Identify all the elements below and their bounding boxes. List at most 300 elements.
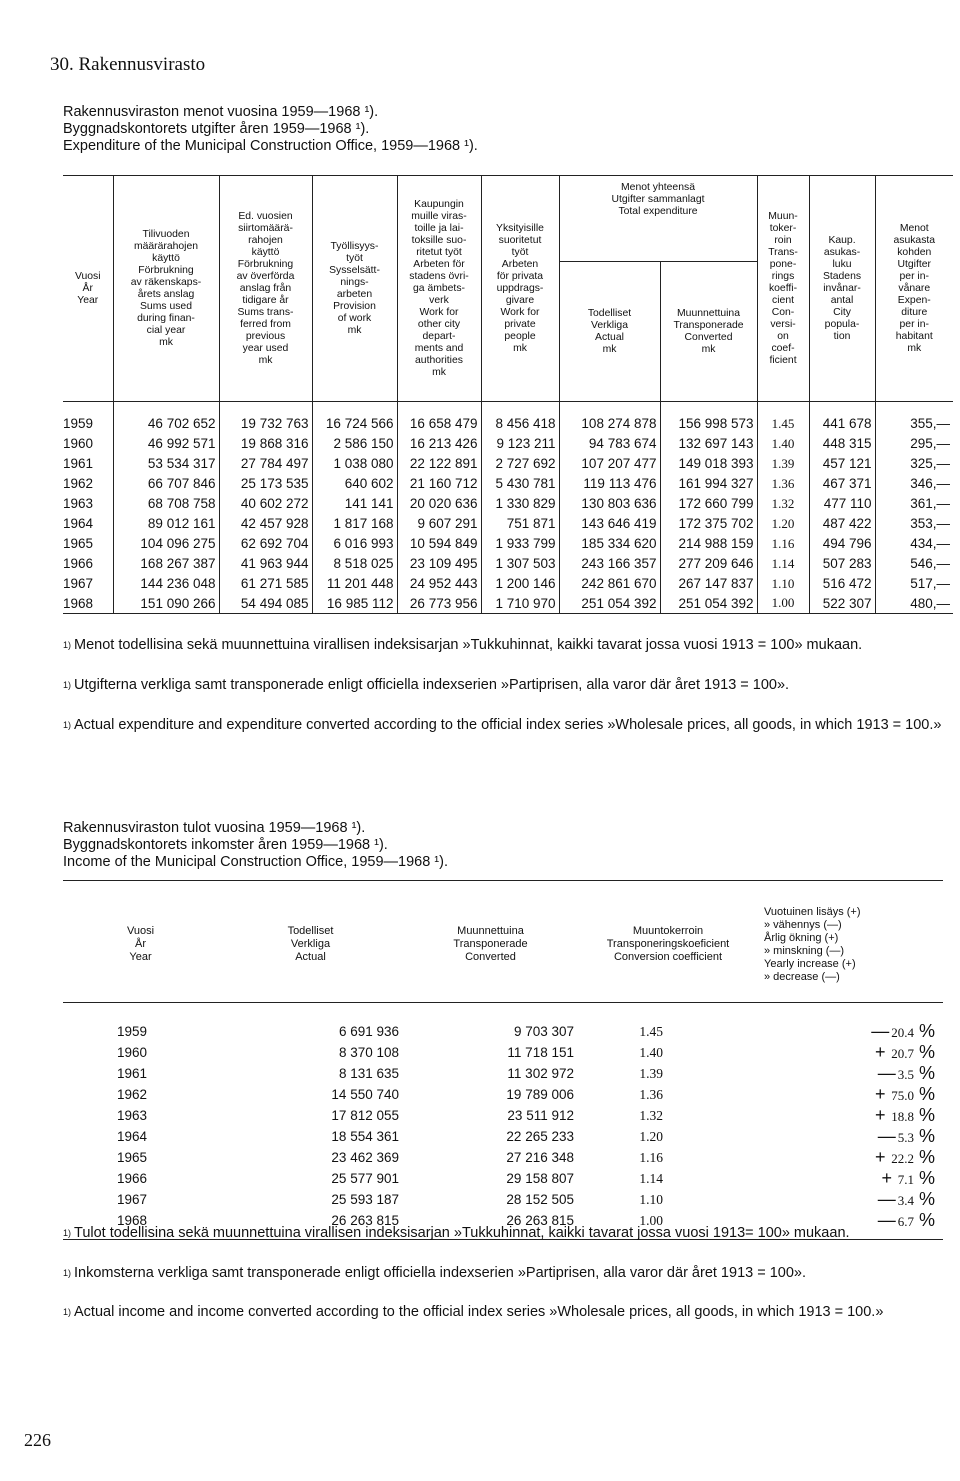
header-line: kohden [897,246,932,258]
cell-coef: 1.20 [639,1128,663,1144]
header-line: määrärahojen [133,240,199,252]
cell-city: 26 773 956 [397,594,481,614]
change-value: 7.1 [897,1172,914,1187]
header-line: Muunnettuina [457,925,524,937]
change-value: 6.7 [897,1214,914,1229]
cell-coef: 1.45 [757,402,809,434]
cell-coef: 1.45 [639,1023,663,1039]
footnote-text: Utgifterna verkliga samt transponerade enligt officiella indexserien »Partiprisen, alla varor där året 1913 = 100». [74,677,790,693]
header-line: Transponeringskoeficient [606,938,730,950]
cell-coef: 1.39 [757,454,809,474]
header-line: mk [258,354,273,366]
table-row [63,434,953,454]
change-sign: — [877,1189,896,1209]
table-row [63,1084,943,1105]
header-line: mk [432,366,446,378]
footnote-text: Inkomsterna verkliga samt transponerade enligt officiella indexserien »Partiprisen, alla varor där året 1913 = 100». [74,1265,807,1281]
cell-transferred: 25 173 535 [219,474,312,494]
percent-sign: % [918,1021,935,1041]
header-line: Work for [419,306,459,318]
page-header: 30. Rakennusvirasto [50,54,206,75]
cell-converted: 267 147 837 [660,574,757,594]
header-line: toksille suo- [411,234,467,246]
header-line: asukasta [893,234,936,246]
cell-private: 751 871 [481,514,559,534]
cell-converted: 277 209 646 [660,554,757,574]
cell-population: 487 422 [809,514,875,534]
cell-employment: 6 016 993 [312,534,397,554]
header-city-departments [397,176,481,402]
cell-private: 2 727 692 [481,454,559,474]
header-line: Menot yhteensä [621,182,695,193]
cell-year: 1968 [63,594,113,614]
cell-actual: 251 054 392 [559,594,660,614]
header-line: käyttö [152,252,180,264]
header-line: Förbrukning [138,264,194,276]
cell-year: 1965 [63,536,94,551]
footnote-text: Actual income and income converted according to the official index series »Wholesale prices, all goods, in which 1913 = 100.» [74,1304,884,1320]
header-line: Transponerade [453,938,528,950]
cell-coef: 1.00 [578,1210,758,1240]
cell-converted: 132 697 143 [660,434,757,454]
header-line: cient [772,294,794,306]
header-line: Arbeten [501,258,539,270]
table-row [63,1168,943,1189]
header-line: givare [505,294,535,306]
cell-year: 1965 [117,1150,148,1165]
header-line: Actual [295,951,326,963]
footnote-text: Actual expenditure and expenditure converted according to the official index series »Wholesale prices, all goods, in which 1913 = 100.» [74,717,942,733]
cell-transferred: 54 494 085 [219,594,312,614]
income-header-coefficient [578,881,758,1003]
cell-converted: 9 703 307 [513,1024,574,1039]
cell-actual: 18 554 361 [331,1129,399,1144]
header-line: mk [602,343,617,355]
header-line: Todelliset [587,307,632,319]
cell-converted: 149 018 393 [660,454,757,474]
cell-per-inhabitant: 480,— [875,594,953,614]
cell-coef: 1.32 [757,494,809,514]
income-header-actual [218,881,403,1003]
cell-converted: 156 998 573 [660,402,757,434]
expenditure-title-en: Expenditure of the Municipal Construction Office, 1959—1968 ¹). [63,138,478,154]
header-line: year used [242,342,289,354]
cell-budget: 53 534 317 [113,454,219,474]
header-line: private [504,318,536,330]
cell-employment: 11 201 448 [312,574,397,594]
header-line: årets anslag [137,288,195,300]
expenditure-title-sv: Byggnadskontorets utgifter åren 1959—1968 ¹). [63,121,370,137]
income-title-fi: Rakennusviraston tulot vuosina 1959—1968 ¹). [63,820,366,836]
cell-city: 16 658 479 [397,402,481,434]
income-header-year [63,881,218,1003]
table-row [63,1042,943,1063]
header-line: people [504,330,536,342]
header-line: roin [774,234,792,246]
expenditure-title [63,104,478,155]
header-line: Sums used [140,300,192,312]
cell-year: 1964 [63,516,94,531]
header-coefficient [757,176,809,402]
header-line: Year [129,951,152,963]
header-line: Vuotuinen lisäys (+) [764,905,861,918]
cell-private: 8 456 418 [481,402,559,434]
header-line: » minskning (—) [764,944,845,957]
cell-year: 1963 [63,496,94,511]
table-row [63,1147,943,1168]
header-line: invånar- [823,282,861,294]
header-line: Utgifter [897,258,932,270]
change-value: 18.8 [891,1109,914,1124]
cell-converted: 27 216 348 [506,1150,574,1165]
header-line: Menot [899,222,929,234]
percent-sign: % [918,1063,935,1083]
cell-year: 1967 [63,576,94,591]
change-value: 75.0 [891,1088,914,1103]
cell-actual: 23 462 369 [331,1150,399,1165]
cell-actual: 25 593 187 [331,1192,399,1207]
header-line: av överförda [236,270,295,282]
header-line: Todelliset [287,925,334,937]
cell-budget: 66 707 846 [113,474,219,494]
cell-actual: 243 166 357 [559,554,660,574]
cell-coef: 1.20 [757,514,809,534]
header-line: työt [346,252,363,264]
header-line: Sums trans- [237,306,294,318]
percent-sign: % [918,1126,935,1146]
cell-converted: 28 152 505 [506,1192,574,1207]
cell-employment: 16 724 566 [312,402,397,434]
cell-employment: 1 038 080 [312,454,397,474]
header-line: tion [833,330,851,342]
cell-year: 1966 [117,1171,148,1186]
table-row [63,1063,943,1084]
table-row [63,454,953,474]
header-line: työt [511,246,529,258]
cell-year: 1962 [63,476,94,491]
header-line: anslag från [239,282,292,294]
header-line: Vuosi [74,270,101,282]
header-line: uppdrags- [496,282,544,294]
header-line: asukas- [823,246,861,258]
header-line: ments and [414,342,464,354]
header-line: antal [830,294,854,306]
cell-coef: 1.32 [639,1107,663,1123]
cell-budget: 46 702 652 [113,402,219,434]
cell-year: 1966 [63,556,94,571]
header-line: Työllisyys- [330,240,379,252]
header-line: Tilivuoden [142,228,190,240]
table-row [63,574,953,594]
header-line: för privata [496,270,544,282]
cell-per-inhabitant: 325,— [875,454,953,474]
cell-budget: 168 267 387 [113,554,219,574]
header-line: År [82,282,93,294]
cell-change [758,1084,943,1105]
header-total-expenditure [559,176,757,262]
header-line: previous [245,330,286,342]
cell-transferred: 19 732 763 [219,402,312,434]
cell-city: 24 952 443 [397,574,481,594]
header-line: diture [901,306,928,318]
cell-per-inhabitant: 353,— [875,514,953,534]
header-line: pone- [769,258,797,270]
cell-private: 1 933 799 [481,534,559,554]
change-value: 20.7 [891,1046,914,1061]
header-line: ferred from [240,318,291,330]
header-transferred [219,176,312,402]
header-budget [113,176,219,402]
change-value: 22.2 [891,1151,914,1166]
header-line: Stadens [822,270,862,282]
header-line: Utgifter sammanlagt [611,194,705,205]
header-line: Årlig ökning (+) [764,931,839,944]
header-line: År [135,938,146,950]
header-year [63,176,113,402]
cell-population: 522 307 [809,594,875,614]
cell-converted: 23 511 912 [507,1108,574,1123]
percent-sign: % [918,1042,935,1062]
header-line: authorities [415,354,463,366]
header-line: Conversion coefficient [613,951,723,963]
cell-transferred: 19 868 316 [219,434,312,454]
cell-actual: 185 334 620 [559,534,660,554]
header-line: per in- [899,318,929,330]
cell-actual: 26 263 815 [218,1210,403,1240]
cell-actual: 130 803 636 [559,494,660,514]
header-line: Kaup. [828,234,856,246]
header-line: Verkliga [290,938,331,950]
cell-coef: 1.40 [757,434,809,454]
table-row [63,1105,943,1126]
cell-actual: 8 370 108 [338,1045,399,1060]
header-line: habitant [895,330,933,342]
cell-city: 22 122 891 [397,454,481,474]
percent-sign: % [918,1189,935,1209]
header-line: verk [429,294,449,306]
cell-actual: 8 131 635 [338,1066,399,1081]
change-sign: + [874,1105,886,1125]
cell-coef: 1.10 [757,574,809,594]
table-row [63,534,953,554]
cell-city: 10 594 849 [397,534,481,554]
cell-coef: 1.00 [757,594,809,614]
percent-sign: % [918,1168,935,1188]
cell-transferred: 27 784 497 [219,454,312,474]
cell-city: 16 213 426 [397,434,481,454]
header-line: toille ja lai- [414,222,464,234]
cell-converted: 172 660 799 [660,494,757,514]
income-header-change [758,881,943,1003]
header-line: Verkliga [591,319,628,331]
header-line: ficient [769,354,797,366]
cell-converted: 22 265 233 [506,1129,574,1144]
header-line: mk [907,342,922,354]
expenditure-footnote-fi [63,637,943,654]
header-line: rahojen [248,234,283,246]
change-value: 3.4 [897,1193,914,1208]
cell-coef: 1.14 [757,554,809,574]
cell-year: 1967 [117,1192,148,1207]
cell-budget: 151 090 266 [113,594,219,614]
header-line: av räkenskaps- [130,276,202,288]
cell-population: 516 472 [809,574,875,594]
income-title-en: Income of the Municipal Construction Office, 1959—1968 ¹). [63,854,448,870]
table-row [63,554,953,574]
header-line: Förbrukning [237,258,294,270]
cell-actual: 6 691 936 [338,1024,399,1039]
header-line: of work [337,312,372,324]
table-row [63,494,953,514]
expenditure-table-body [63,402,953,614]
header-line: suoritetut [498,234,542,246]
header-line: vånare [898,282,931,294]
header-line: stadens övri- [409,270,469,282]
cell-converted: 172 375 702 [660,514,757,534]
cell-year: 1963 [117,1108,148,1123]
change-sign: + [874,1147,886,1167]
expenditure-footnote-en [63,717,943,734]
income-header-converted [403,881,578,1003]
header-line: Yearly increase (+) [764,957,856,970]
header-population [809,176,875,402]
header-line: Converted [465,951,516,963]
change-sign: — [877,1210,896,1230]
change-value: 20.4 [891,1025,914,1040]
cell-budget: 46 992 571 [113,434,219,454]
cell-population: 477 110 [809,494,875,514]
income-footnote-fi [63,1225,943,1242]
change-value: 5.3 [897,1130,914,1145]
cell-private: 1 330 829 [481,494,559,514]
cell-coef: 1.36 [757,474,809,494]
table-row [63,1189,943,1210]
cell-employment: 16 985 112 [312,594,397,614]
header-line: Muunnettuina [677,307,740,319]
cell-converted: 11 302 972 [507,1066,574,1081]
income-title [63,820,448,871]
cell-per-inhabitant: 434,— [875,534,953,554]
header-employment [312,176,397,402]
cell-change [758,1042,943,1063]
cell-actual: 14 550 740 [331,1087,399,1102]
cell-per-inhabitant: 295,— [875,434,953,454]
header-converted [660,262,757,402]
cell-city: 23 109 495 [397,554,481,574]
change-sign: — [877,1126,896,1146]
expenditure-footnote-sv [63,677,943,694]
cell-year: 1960 [117,1045,148,1060]
cell-per-inhabitant: 361,— [875,494,953,514]
header-line: coef- [771,342,795,354]
footnote-mark: 1) [63,1228,72,1238]
header-line: rings [771,270,795,282]
cell-budget: 104 096 275 [113,534,219,554]
cell-population: 467 371 [809,474,875,494]
page-number: 226 [24,1430,51,1450]
header-line: popula- [824,318,860,330]
cell-private: 5 430 781 [481,474,559,494]
header-line: Muun- [768,210,798,222]
cell-population: 457 121 [809,454,875,474]
expenditure-title-fi: Rakennusviraston menot vuosina 1959—1968 ¹). [63,104,379,120]
header-line: Provision [333,300,376,312]
header-line: cial year [146,324,186,336]
footnote-text: Tulot todellisina sekä muunnettuina virallisen indeksisarjan »Tukkuhinnat, kaikki tavarat jossa vuosi 1913= 100» mukaan. [74,1225,850,1241]
cell-actual: 119 113 476 [559,474,660,494]
table-row [63,594,953,614]
cell-converted: 251 054 392 [660,594,757,614]
cell-actual: 108 274 878 [559,402,660,434]
header-line: per in- [899,270,929,282]
percent-sign: % [918,1105,935,1125]
header-per-inhabitant [875,176,953,402]
cell-per-inhabitant: 346,— [875,474,953,494]
cell-per-inhabitant: 546,— [875,554,953,574]
header-line: mk [159,336,173,348]
cell-actual: 17 812 055 [331,1108,399,1123]
header-line: » decrease (—) [764,970,840,983]
header-line: siirtomäärä- [238,222,293,234]
cell-transferred: 40 602 272 [219,494,312,514]
change-sign: — [871,1021,890,1041]
change-sign: — [877,1063,896,1083]
cell-employment: 8 518 025 [312,554,397,574]
header-line: arbeten [336,288,373,300]
header-line: Con- [771,306,795,318]
cell-actual: 107 207 477 [559,454,660,474]
expenditure-table [63,175,953,614]
cell-actual: 94 783 674 [559,434,660,454]
cell-per-inhabitant: 355,— [875,402,953,434]
header-line: Transponerade [673,319,744,331]
cell-actual: 143 646 419 [559,514,660,534]
header-line: on [777,330,789,342]
header-actual [559,262,660,402]
table-row [63,514,953,534]
cell-private: 1 307 503 [481,554,559,574]
header-line: Total expenditure [618,206,698,217]
cell-transferred: 61 271 585 [219,574,312,594]
header-line: luku [832,258,852,270]
cell-employment: 640 602 [312,474,397,494]
change-value: 3.5 [897,1067,914,1082]
cell-year: 1964 [117,1129,148,1144]
header-line: ritetut työt [416,246,462,258]
footnote-mark: 1) [63,1268,72,1278]
cell-coef: 1.16 [639,1149,663,1165]
income-footnote-sv [63,1265,943,1282]
cell-budget: 144 236 048 [113,574,219,594]
header-line: Trans- [768,246,798,258]
header-private [481,176,559,402]
percent-sign: % [918,1210,935,1230]
cell-population: 441 678 [809,402,875,434]
percent-sign: % [918,1084,935,1104]
percent-sign: % [918,1147,935,1167]
header-line: mk [347,324,362,336]
header-line: Year [77,294,99,306]
cell-converted: 214 988 159 [660,534,757,554]
cell-converted: 161 994 327 [660,474,757,494]
cell-year: 1962 [117,1087,148,1102]
cell-coef: 1.39 [639,1065,663,1081]
header-line: Arbeten för [413,258,465,270]
table-row [63,1003,943,1043]
cell-private: 9 123 211 [481,434,559,454]
header-line: nings- [340,276,369,288]
cell-employment: 141 141 [312,494,397,514]
